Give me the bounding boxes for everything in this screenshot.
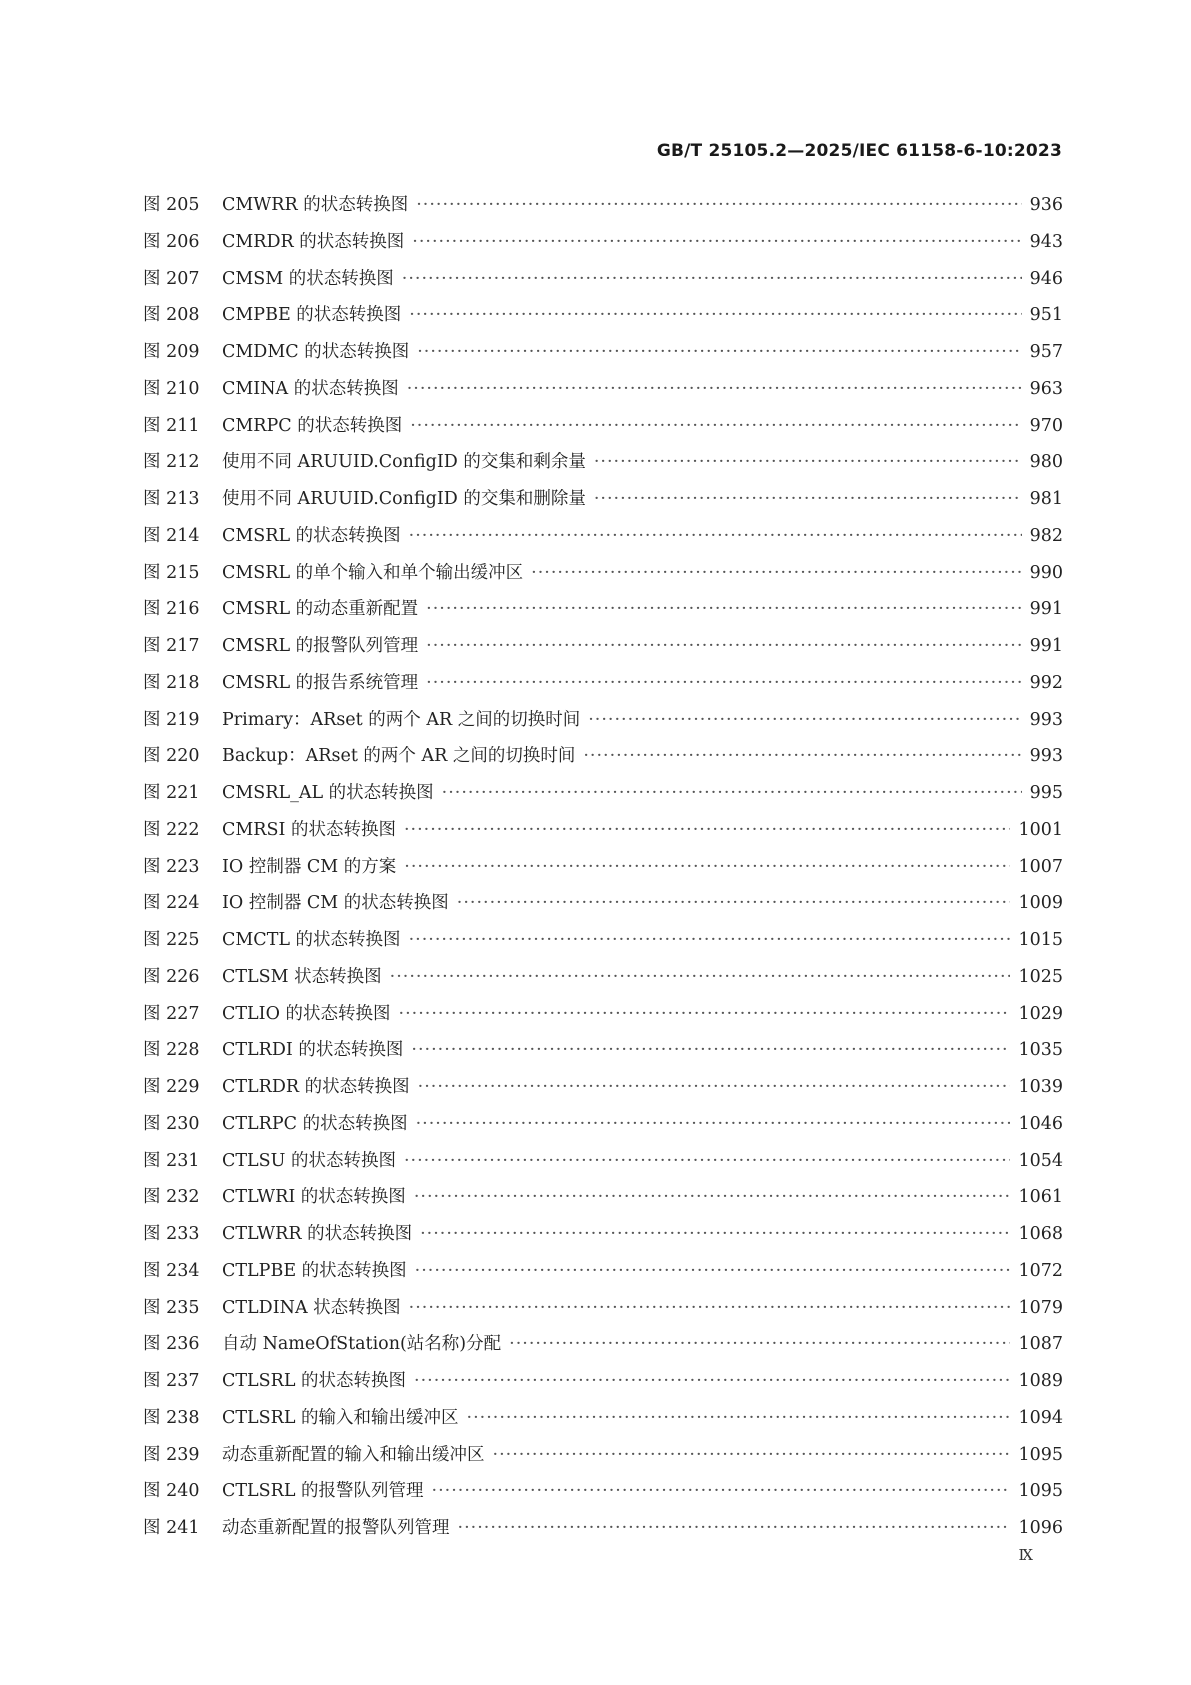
- page-number: 1096: [1018, 1518, 1063, 1538]
- dot-leader: [412, 232, 1021, 252]
- figure-number: 图 230: [143, 1113, 200, 1134]
- page-number: 1007: [1018, 856, 1063, 877]
- figure-title: CMSRL 的单个输入和单个输出缓冲区: [222, 562, 524, 583]
- dot-leader: [426, 599, 1021, 619]
- dot-leader: [493, 1445, 1011, 1465]
- page-number: 981: [1029, 489, 1063, 509]
- figure-title: CTLRPC 的状态转换图: [222, 1113, 408, 1134]
- page-number: 1095: [1018, 1481, 1063, 1502]
- dot-leader: [410, 416, 1021, 436]
- dot-leader: [404, 857, 1010, 877]
- dot-leader: [420, 1224, 1010, 1244]
- figure-number: 图 219: [143, 709, 200, 730]
- dot-leader: [404, 1151, 1010, 1171]
- toc-entry[interactable]: [143, 595, 1063, 632]
- figure-number: 图 239: [143, 1444, 200, 1465]
- dot-leader: [414, 1371, 1010, 1391]
- page-number: 1094: [1018, 1407, 1063, 1428]
- toc-entry[interactable]: [143, 1000, 1063, 1037]
- dot-leader: [409, 305, 1021, 325]
- figure-title: 动态重新配置的报警队列管理: [222, 1518, 450, 1538]
- figure-number: 图 237: [143, 1371, 200, 1391]
- dot-leader: [414, 1187, 1011, 1207]
- figure-number: 图 227: [143, 1003, 200, 1024]
- figure-number: 图 238: [143, 1407, 200, 1428]
- page-number: 1046: [1018, 1113, 1063, 1134]
- figure-number: 图 233: [143, 1224, 200, 1244]
- page-number: 1029: [1018, 1003, 1063, 1024]
- dot-leader: [457, 893, 1011, 913]
- page-number: 943: [1029, 231, 1063, 252]
- toc-entry[interactable]: [143, 632, 1063, 669]
- figure-number: 图 235: [143, 1297, 200, 1318]
- figure-title: CTLWRI 的状态转换图: [222, 1187, 406, 1208]
- page-number: 1072: [1018, 1260, 1063, 1281]
- toc-entry[interactable]: [143, 1477, 1063, 1514]
- figure-number: 图 221: [143, 783, 200, 803]
- toc-entry[interactable]: [143, 926, 1063, 963]
- figure-number: 图 208: [143, 305, 200, 326]
- page-number: 970: [1029, 415, 1063, 436]
- figure-title: CTLRDR 的状态转换图: [222, 1077, 410, 1097]
- figure-title: CTLRDI 的状态转换图: [222, 1040, 404, 1061]
- figure-title: CMPBE 的状态转换图: [222, 305, 402, 326]
- toc-entry[interactable]: [143, 889, 1063, 926]
- dot-leader: [390, 967, 1011, 987]
- figure-number: 图 212: [143, 452, 200, 473]
- figure-title: CMSM 的状态转换图: [222, 268, 394, 289]
- page-number: 982: [1029, 525, 1063, 546]
- page-number: 991: [1029, 599, 1063, 620]
- figure-title: CMRSI 的状态转换图: [222, 819, 396, 840]
- toc-entry[interactable]: [143, 963, 1063, 1000]
- dot-leader: [426, 636, 1021, 656]
- figure-number: 图 234: [143, 1260, 200, 1281]
- toc-entry[interactable]: [143, 1110, 1063, 1147]
- figure-title: CTLSM 状态转换图: [222, 966, 382, 987]
- toc-entry[interactable]: [143, 669, 1063, 706]
- figure-number: 图 232: [143, 1187, 200, 1208]
- figure-number: 图 236: [143, 1334, 200, 1355]
- figure-number: 图 229: [143, 1077, 200, 1097]
- toc-entry[interactable]: [143, 1367, 1063, 1404]
- page-number: 991: [1029, 636, 1063, 656]
- toc-entry[interactable]: [143, 1257, 1063, 1294]
- dot-leader: [509, 1334, 1010, 1354]
- dot-leader: [442, 783, 1022, 803]
- figure-number: 图 224: [143, 893, 200, 914]
- dot-leader: [432, 1481, 1011, 1501]
- page-number: 1079: [1018, 1297, 1063, 1318]
- toc-entry[interactable]: [143, 742, 1063, 779]
- toc-entry[interactable]: [143, 816, 1063, 853]
- figure-title: CMINA 的状态转换图: [222, 378, 399, 399]
- figure-title: CTLSRL 的报警队列管理: [222, 1481, 424, 1502]
- page-number: 1054: [1018, 1150, 1063, 1171]
- figure-number: 图 214: [143, 525, 200, 546]
- figure-number: 图 211: [143, 415, 200, 436]
- figure-title: CMDMC 的状态转换图: [222, 342, 410, 362]
- figure-number: 图 207: [143, 268, 200, 289]
- page-number: 1087: [1018, 1334, 1063, 1355]
- figure-number: 图 228: [143, 1040, 200, 1061]
- toc-entry[interactable]: [143, 1147, 1063, 1184]
- figure-number: 图 231: [143, 1150, 200, 1171]
- toc-entry[interactable]: [143, 1073, 1063, 1110]
- figure-title: CTLWRR 的状态转换图: [222, 1224, 413, 1244]
- figure-title: CTLSRL 的输入和输出缓冲区: [222, 1407, 459, 1428]
- page-number: 1001: [1018, 819, 1063, 840]
- figure-title: 使用不同 ARUUID.ConfigID 的交集和删除量: [222, 489, 586, 509]
- page-number: 951: [1029, 305, 1063, 326]
- figure-title: CTLPBE 的状态转换图: [222, 1260, 407, 1281]
- page-number: 993: [1029, 709, 1063, 730]
- dot-leader: [409, 526, 1022, 546]
- figure-title: CMRPC 的状态转换图: [222, 415, 403, 436]
- figure-title: IO 控制器 CM 的状态转换图: [222, 893, 449, 914]
- figure-title: CTLIO 的状态转换图: [222, 1003, 391, 1024]
- page-number: 1095: [1018, 1444, 1063, 1465]
- dot-leader: [416, 1114, 1011, 1134]
- toc-entry[interactable]: [143, 1330, 1063, 1367]
- toc-entry[interactable]: [143, 1404, 1063, 1441]
- dot-leader: [407, 379, 1022, 399]
- dot-leader: [399, 1004, 1011, 1024]
- figure-title: 动态重新配置的输入和输出缓冲区: [222, 1444, 485, 1465]
- page-number: 995: [1029, 783, 1063, 803]
- figure-number: 图 216: [143, 599, 200, 620]
- figure-number: 图 222: [143, 819, 200, 840]
- toc-entry[interactable]: [143, 706, 1063, 743]
- figure-number: 图 215: [143, 562, 200, 583]
- dot-leader: [583, 746, 1021, 766]
- page-number: 1061: [1018, 1187, 1063, 1208]
- toc-entry[interactable]: [143, 265, 1063, 302]
- toc-entry[interactable]: [143, 1294, 1063, 1331]
- toc-entry[interactable]: [143, 375, 1063, 412]
- figure-number: 图 206: [143, 231, 200, 252]
- figure-title: CTLSRL 的状态转换图: [222, 1371, 407, 1391]
- page-folio: Ⅸ: [1018, 1546, 1033, 1564]
- toc-entry[interactable]: [143, 338, 1063, 375]
- page-number: 1039: [1018, 1077, 1063, 1097]
- page-number: 1015: [1018, 930, 1063, 950]
- figure-number: 图 240: [143, 1481, 200, 1502]
- figure-title: IO 控制器 CM 的方案: [222, 856, 397, 877]
- toc-entry[interactable]: [143, 853, 1063, 890]
- page-number: 992: [1029, 672, 1063, 693]
- figure-number: 图 241: [143, 1518, 200, 1538]
- figure-title: CMSRL 的报告系统管理: [222, 672, 419, 693]
- page-number: 936: [1029, 195, 1063, 215]
- figure-title: CTLDINA 状态转换图: [222, 1297, 401, 1318]
- figure-title: CMWRR 的状态转换图: [222, 195, 409, 215]
- page-number: 980: [1029, 452, 1063, 473]
- figure-number: 图 223: [143, 856, 200, 877]
- figure-title: CMCTL 的状态转换图: [222, 930, 401, 950]
- dot-leader: [411, 1040, 1010, 1060]
- figure-title: Primary：ARset 的两个 AR 之间的切换时间: [222, 709, 581, 730]
- page-number: 963: [1029, 378, 1063, 399]
- dot-leader: [409, 930, 1011, 950]
- dot-leader: [416, 195, 1021, 215]
- page-number: 1089: [1018, 1371, 1063, 1391]
- dot-leader: [531, 563, 1021, 583]
- list-of-figures: [143, 191, 1063, 1551]
- dot-leader: [594, 489, 1022, 509]
- figure-title: CTLSU 的状态转换图: [222, 1150, 396, 1171]
- figure-title: CMSRL 的状态转换图: [222, 525, 401, 546]
- page-number: 993: [1029, 746, 1063, 767]
- figure-title: 使用不同 ARUUID.ConfigID 的交集和剩余量: [222, 452, 586, 473]
- toc-entry[interactable]: [143, 559, 1063, 596]
- page-number: 1025: [1018, 966, 1063, 987]
- figure-number: 图 209: [143, 342, 200, 362]
- dot-leader: [402, 269, 1022, 289]
- toc-entry[interactable]: [143, 1220, 1063, 1257]
- page-number: 1035: [1018, 1040, 1063, 1061]
- figure-number: 图 226: [143, 966, 200, 987]
- document-header-standard-number: GB/T 25105.2—2025/IEC 61158-6-10:2023: [656, 141, 1062, 161]
- page-number: 1009: [1018, 893, 1063, 914]
- figure-number: 图 217: [143, 636, 200, 656]
- page-number: 946: [1029, 268, 1063, 289]
- figure-number: 图 210: [143, 378, 200, 399]
- toc-entry[interactable]: [143, 485, 1063, 522]
- figure-number: 图 218: [143, 672, 200, 693]
- toc-entry[interactable]: [143, 412, 1063, 449]
- figure-number: 图 220: [143, 746, 200, 767]
- figure-number: 图 205: [143, 195, 200, 215]
- figure-number: 图 225: [143, 930, 200, 950]
- toc-entry[interactable]: [143, 779, 1063, 816]
- dot-leader: [594, 452, 1022, 472]
- figure-number: 图 213: [143, 489, 200, 509]
- page-number: 1068: [1018, 1224, 1063, 1244]
- dot-leader: [426, 673, 1021, 693]
- toc-entry[interactable]: [143, 522, 1063, 559]
- dot-leader: [418, 1077, 1011, 1097]
- dot-leader: [458, 1518, 1011, 1538]
- page-number: 957: [1029, 342, 1063, 362]
- dot-leader: [404, 820, 1011, 840]
- dot-leader: [588, 710, 1021, 730]
- toc-entry[interactable]: [143, 301, 1063, 338]
- figure-title: CMSRL 的报警队列管理: [222, 636, 419, 656]
- dot-leader: [467, 1408, 1011, 1428]
- toc-entry[interactable]: [143, 1036, 1063, 1073]
- dot-leader: [417, 342, 1021, 362]
- toc-entry[interactable]: [143, 448, 1063, 485]
- toc-entry[interactable]: [143, 191, 1063, 228]
- figure-title: CMSRL_AL 的状态转换图: [222, 783, 434, 803]
- figure-title: CMRDR 的状态转换图: [222, 231, 405, 252]
- toc-entry[interactable]: [143, 1441, 1063, 1478]
- figure-title: 自动 NameOfStation(站名称)分配: [222, 1334, 502, 1355]
- toc-entry[interactable]: [143, 228, 1063, 265]
- figure-title: Backup：ARset 的两个 AR 之间的切换时间: [222, 746, 576, 767]
- figure-title: CMSRL 的动态重新配置: [222, 599, 419, 620]
- toc-entry[interactable]: [143, 1183, 1063, 1220]
- toc-entry[interactable]: [143, 1514, 1063, 1551]
- page-number: 990: [1029, 562, 1063, 583]
- dot-leader: [415, 1261, 1011, 1281]
- dot-leader: [409, 1298, 1011, 1318]
